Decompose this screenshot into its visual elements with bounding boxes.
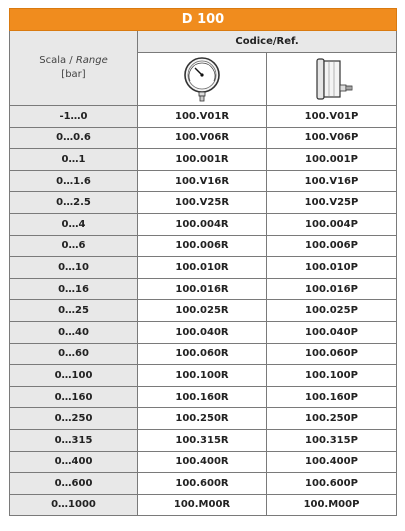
table-row (10, 278, 397, 300)
code-p-cell: 100.V01P (267, 106, 397, 128)
code-r-cell: 100.400R (138, 451, 267, 473)
table-row (10, 170, 397, 192)
code-r-cell: 100.040R (138, 321, 267, 343)
table-row (10, 235, 397, 257)
code-r-cell: 100.060R (138, 343, 267, 365)
code-r-cell: 100.004R (138, 213, 267, 235)
table-row (10, 127, 397, 149)
range-cell: 0…2.5 (10, 192, 138, 214)
code-p-cell: 100.010P (267, 257, 397, 279)
table-row (10, 451, 397, 473)
code-p-cell: 100.V16P (267, 170, 397, 192)
scale-header (10, 31, 138, 106)
code-p-cell: 100.600P (267, 473, 397, 495)
code-p-cell: 100.V06P (267, 127, 397, 149)
code-p-cell: 100.001P (267, 149, 397, 171)
table-row (10, 494, 397, 516)
range-cell: 0…1000 (10, 494, 138, 516)
code-r-cell: 100.V25R (138, 192, 267, 214)
range-cell: 0…250 (10, 408, 138, 430)
code-r-cell: 100.160R (138, 386, 267, 408)
code-r-cell: 100.100R (138, 365, 267, 387)
code-r-cell: 100.315R (138, 429, 267, 451)
gauge-side-icon (307, 55, 357, 103)
code-p-cell: 100.100P (267, 365, 397, 387)
table-row (10, 365, 397, 387)
code-p-cell: 100.160P (267, 386, 397, 408)
code-r-cell: 100.025R (138, 300, 267, 322)
range-cell: 0…40 (10, 321, 138, 343)
code-p-cell: 100.M00P (267, 494, 397, 516)
range-cell: 0…1.6 (10, 170, 138, 192)
code-p-cell: 100.004P (267, 213, 397, 235)
table-row (10, 300, 397, 322)
range-cell: 0…160 (10, 386, 138, 408)
range-label: Range (75, 55, 108, 66)
gauge-front-cell (138, 53, 267, 106)
range-cell: 0…16 (10, 278, 138, 300)
table-row (10, 408, 397, 430)
range-cell: -1…0 (10, 106, 138, 128)
range-cell: 0…400 (10, 451, 138, 473)
code-r-cell: 100.600R (138, 473, 267, 495)
product-table-wrapper (9, 8, 396, 516)
table-row (10, 213, 397, 235)
gauge-front-icon (180, 55, 224, 103)
code-p-cell: 100.V25P (267, 192, 397, 214)
code-p-cell: 100.400P (267, 451, 397, 473)
code-r-cell: 100.V16R (138, 170, 267, 192)
range-cell: 0…6 (10, 235, 138, 257)
code-p-cell: 100.025P (267, 300, 397, 322)
table-row (10, 257, 397, 279)
product-table (9, 8, 397, 516)
code-p-cell: 100.040P (267, 321, 397, 343)
table-title: D 100 (10, 9, 397, 31)
range-cell: 0…315 (10, 429, 138, 451)
table-row (10, 343, 397, 365)
code-r-cell: 100.250R (138, 408, 267, 430)
table-row (10, 473, 397, 495)
table-row (10, 386, 397, 408)
range-cell: 0…10 (10, 257, 138, 279)
code-r-cell: 100.016R (138, 278, 267, 300)
code-r-cell: 100.V06R (138, 127, 267, 149)
code-r-cell: 100.M00R (138, 494, 267, 516)
gauge-side-cell (267, 53, 397, 106)
table-row (10, 149, 397, 171)
code-p-cell: 100.315P (267, 429, 397, 451)
code-r-cell: 100.001R (138, 149, 267, 171)
range-cell: 0…600 (10, 473, 138, 495)
code-p-cell: 100.016P (267, 278, 397, 300)
code-r-cell: 100.010R (138, 257, 267, 279)
range-cell: 0…100 (10, 365, 138, 387)
code-p-cell: 100.006P (267, 235, 397, 257)
table-row (10, 106, 397, 128)
code-p-cell: 100.250P (267, 408, 397, 430)
range-cell: 0…1 (10, 149, 138, 171)
range-cell: 0…4 (10, 213, 138, 235)
table-row (10, 192, 397, 214)
range-cell: 0…25 (10, 300, 138, 322)
scale-label: Scala / (39, 55, 73, 66)
code-r-cell: 100.V01R (138, 106, 267, 128)
code-r-cell: 100.006R (138, 235, 267, 257)
table-row (10, 321, 397, 343)
unit-label: [bar] (61, 69, 86, 80)
table-row (10, 429, 397, 451)
code-p-cell: 100.060P (267, 343, 397, 365)
code-header: Codice/Ref. (138, 31, 397, 53)
range-cell: 0…0.6 (10, 127, 138, 149)
range-cell: 0…60 (10, 343, 138, 365)
